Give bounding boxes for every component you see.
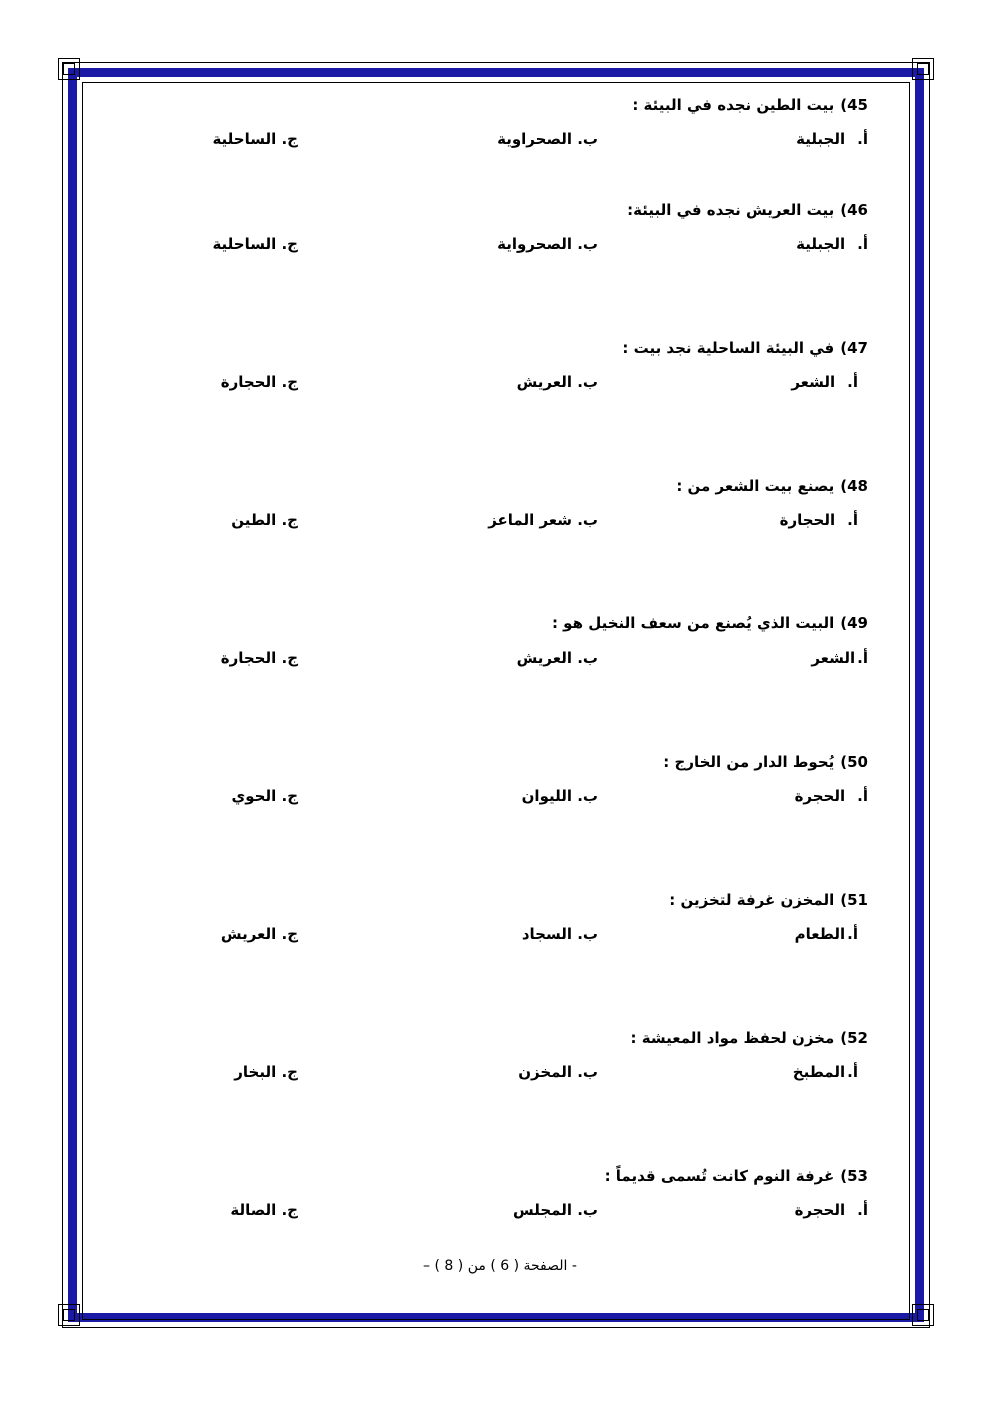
option-a: أ.المطبخ bbox=[792, 1063, 858, 1081]
question-47: 47)في البيئة الساحلية نجد بيت : bbox=[622, 339, 868, 357]
option-a: أ.الحجرة bbox=[794, 1201, 868, 1219]
option-c: ج. الصالة bbox=[230, 1201, 298, 1219]
option-b: ب. المجلس bbox=[513, 1201, 598, 1219]
option-b: ب. المخزن bbox=[518, 1063, 598, 1081]
option-b: ب. العريش bbox=[516, 373, 598, 391]
option-a: أ.الجبلية bbox=[796, 130, 868, 148]
option-c: ج. الساحلية bbox=[212, 130, 298, 148]
option-b: ب. الليوان bbox=[521, 787, 598, 805]
question-48: 48)يصنع بيت الشعر من : bbox=[676, 477, 868, 495]
option-a: أ.الشعر bbox=[791, 373, 858, 391]
option-a: أ.الطعام bbox=[794, 925, 858, 943]
corner-ornament-top-right bbox=[912, 58, 934, 80]
question-52: 52)مخزن لحفظ مواد المعيشة : bbox=[630, 1029, 868, 1047]
option-a: أ.الشعر bbox=[811, 649, 868, 667]
corner-ornament-top-left bbox=[58, 58, 80, 80]
page-number-footer: - الصفحة ( 6 ) من ( 8 ) – bbox=[423, 1258, 577, 1274]
option-c: ج. الحجارة bbox=[220, 373, 298, 391]
option-b: ب. العريش bbox=[516, 649, 598, 667]
question-50: 50)يُحوط الدار من الخارج : bbox=[663, 753, 868, 771]
option-b: ب. شعر الماعز bbox=[488, 511, 598, 529]
option-c: ج. الحوي bbox=[231, 787, 298, 805]
question-51: 51)المخزن غرفة لتخزين : bbox=[669, 891, 868, 909]
question-45: 45)بيت الطين نجده في البيئة : bbox=[632, 96, 868, 114]
option-a: أ.الحجارة bbox=[779, 511, 858, 529]
question-49: 49)البيت الذي يُصنع من سعف النخيل هو : bbox=[551, 614, 868, 632]
option-b: ب. الصحرواية bbox=[497, 235, 598, 253]
page-border-inner bbox=[82, 82, 910, 1320]
question-53: 53)غرفة النوم كانت تُسمى قديماً : bbox=[604, 1167, 868, 1185]
option-c: ج. العريش bbox=[220, 925, 298, 943]
option-c: ج. الحجارة bbox=[220, 649, 298, 667]
question-46: 46)بيت العريش نجده في البيئة: bbox=[627, 201, 868, 219]
option-a: أ.الحجرة bbox=[794, 787, 868, 805]
corner-ornament-bottom-left bbox=[58, 1304, 80, 1326]
corner-ornament-bottom-right bbox=[912, 1304, 934, 1326]
option-b: ب. السجاد bbox=[521, 925, 598, 943]
option-b: ب. الصحراوية bbox=[497, 130, 598, 148]
option-c: ج. الساحلية bbox=[212, 235, 298, 253]
option-c: ج. الطين bbox=[231, 511, 298, 529]
option-c: ج. البخار bbox=[234, 1063, 298, 1081]
option-a: أ.الجبلية bbox=[796, 235, 868, 253]
